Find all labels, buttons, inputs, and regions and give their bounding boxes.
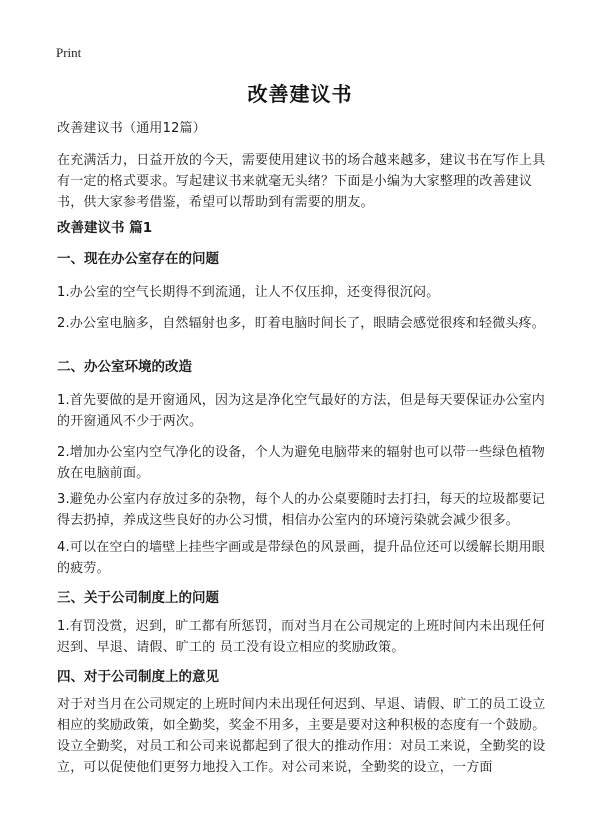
intro-paragraph: 在充满活力，日益开放的今天，需要使用建议书的场合越来越多，建议书在写作上具有一定的格式要求。写起建议书来就毫无头绪？下面是小编为大家整理的改善建议书，供大家参考借鉴，希望可以帮助到有需要的朋友。: [57, 153, 546, 210]
section-1-item: 1.办公室的空气长期得不到流通，让人不仅压抑，还变得很沉闷。: [57, 285, 440, 300]
section-2-heading: 二、办公室环境的改造: [57, 359, 192, 375]
section-1-item: 2.办公室电脑多，自然辐射也多，盯着电脑时间长了，眼睛会感觉很疼和轻微头疼。: [57, 316, 546, 331]
print-label[interactable]: Print: [56, 45, 82, 60]
section-2-item: 2.增加办公室内空气净化的设备，个人为避免电脑带来的辐射也可以带一些绿色植物放在电脑前面。: [57, 445, 546, 481]
section-2-item: 1.首先要做的是开窗通风，因为这是净化空气最好的方法，但是每天要保证办公室内的开窗通风不少于两次。: [57, 393, 546, 429]
document-subtitle: 改善建议书（通用12篇）: [57, 121, 206, 136]
section-3-item: 1.有罚没赏，迟到，旷工都有所惩罚，而对当月在公司规定的上班时间内未出现任何迟到、早退、请假、旷工的 员工没有设立相应的奖励政策。: [57, 619, 546, 655]
section-4-heading: 四、对于公司制度上的意见: [57, 669, 219, 685]
section-2-item: 3.避免办公室内存放过多的杂物，每个人的办公桌要随时去打扫，每天的垃圾都要记得去扔掉，养成这些良好的办公习惯，相信办公室内的环境污染就会减少很多。: [57, 492, 546, 528]
section-2-item: 4.可以在空白的墙壁上挂些字画或是带绿色的风景画，提升品位还可以缓解长期用眼的疲劳。: [57, 540, 546, 576]
section-3-heading: 三、关于公司制度上的问题: [57, 590, 219, 606]
article-heading: 改善建议书 篇1: [57, 220, 153, 236]
section-4-paragraph: 对于对当月在公司规定的上班时间内未出现任何迟到、早退、请假、旷工的员工设立相应的奖励政策，如全勤奖，奖金不用多，主要是要对这种积极的态度有一个鼓励。设立全勤奖，对员工和公司来说都起到了很大的推动作用：对员工来说，全勤奖的设立，可以促使他们更努力地投入工作。对公司来说，全勤奖的设立，一方面: [57, 697, 546, 775]
document-title: 改善建议书: [247, 82, 353, 106]
section-1-heading: 一、现在办公室存在的问题: [57, 251, 219, 267]
